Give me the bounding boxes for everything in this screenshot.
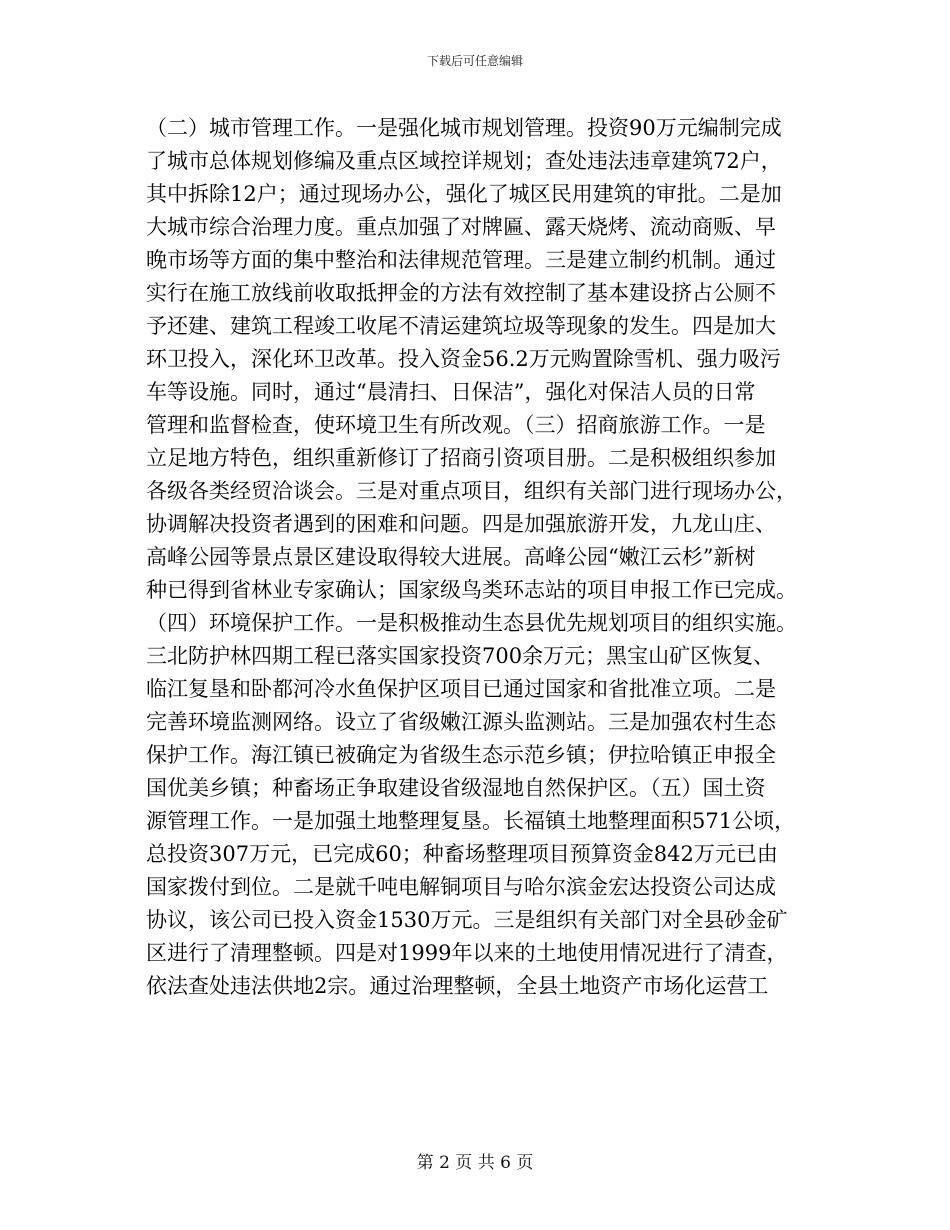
text-line: 环卫投入，深化环卫改革。投入资金56.2万元购置除雪机、强力吸污 (146, 347, 781, 371)
text-line: 三北防护林四期工程已落实国家投资700余万元；黑宝山矿区恢复、 (146, 644, 775, 668)
text-line: 总投资307万元，已完成60；种畜场整理项目预算资金842万元已由 (146, 842, 778, 866)
text-line: 保护工作。海江镇已被确定为省级生态示范乡镇；伊拉哈镇正申报全 (146, 743, 776, 767)
text-line: 完善环境监测网络。设立了省级嫩江源头监测站。三是加强农村生态 (146, 710, 776, 734)
text-line: 予还建、建筑工程竣工收尾不清运建筑垃圾等现象的发生。四是加大 (146, 314, 776, 338)
text-line: 种已得到省林业专家确认；国家级鸟类环志站的项目申报工作已完成。 (146, 578, 797, 602)
text-line: 高峰公园等景点景区建设取得较大进展。高峰公园“嫩江云杉”新树 (146, 545, 756, 569)
text-line: 国优美乡镇；种畜场正争取建设省级湿地自然保护区。（五）国土资 (146, 776, 766, 800)
text-line: 国家拨付到位。二是就千吨电解铜项目与哈尔滨金宏达投资公司达成 (146, 875, 776, 899)
text-line: 临江复垦和卧都河冷水鱼保护区项目已通过国家和省批准立项。二是 (146, 677, 776, 701)
text-line: 源管理工作。一是加强土地整理复垦。长福镇土地整理面积571公顷， (146, 809, 796, 833)
text-line: 区进行了清理整顿。四是对1999年以来的土地使用情况进行了清查， (146, 941, 788, 965)
text-line: 协议，该公司已投入资金1530万元。三是组织有关部门对全县砂金矿 (146, 908, 788, 932)
text-line: （二）城市管理工作。一是强化城市规划管理。投资90万元编制完成 (146, 116, 782, 140)
body-text (146, 112, 796, 1003)
text-line: 了城市总体规划修编及重点区域控详规划；查处违法违章建筑72户， (146, 149, 782, 173)
page-header: 下载后可任意编辑 (426, 54, 523, 68)
text-line: 大城市综合治理力度。重点加强了对牌匾、露天烧烤、流动商贩、早 (146, 215, 776, 239)
text-line: 晚市场等方面的集中整治和法律规范管理。三是建立制约机制。通过 (146, 248, 776, 272)
page-footer: 第 2 页 共 6 页 (416, 1153, 534, 1173)
text-line: 其中拆除12户；通过现场办公，强化了城区民用建筑的审批。二是加 (146, 182, 782, 206)
text-line: 立足地方特色，组织重新修订了招商引资项目册。二是积极组织参加 (146, 446, 776, 470)
text-line: 各级各类经贸洽谈会。三是对重点项目，组织有关部门进行现场办公， (146, 479, 797, 503)
text-line: 实行在施工放线前收取抵押金的方法有效控制了基本建设挤占公厕不 (146, 281, 776, 305)
text-line: 依法查处违法供地2宗。通过治理整顿，全县土地资产市场化运营工 (146, 974, 769, 998)
text-line: 协调解决投资者遇到的困难和问题。四是加强旅游开发，九龙山庄、 (146, 512, 776, 536)
text-line: （四）环境保护工作。一是积极推动生态县优先规划项目的组织实施。 (146, 611, 797, 635)
text-line: 车等设施。同时，通过“晨清扫、日保洁”，强化对保洁人员的日常 (146, 380, 756, 404)
text-line: 管理和监督检查，使环境卫生有所改观。（三）招商旅游工作。一是 (146, 413, 766, 437)
